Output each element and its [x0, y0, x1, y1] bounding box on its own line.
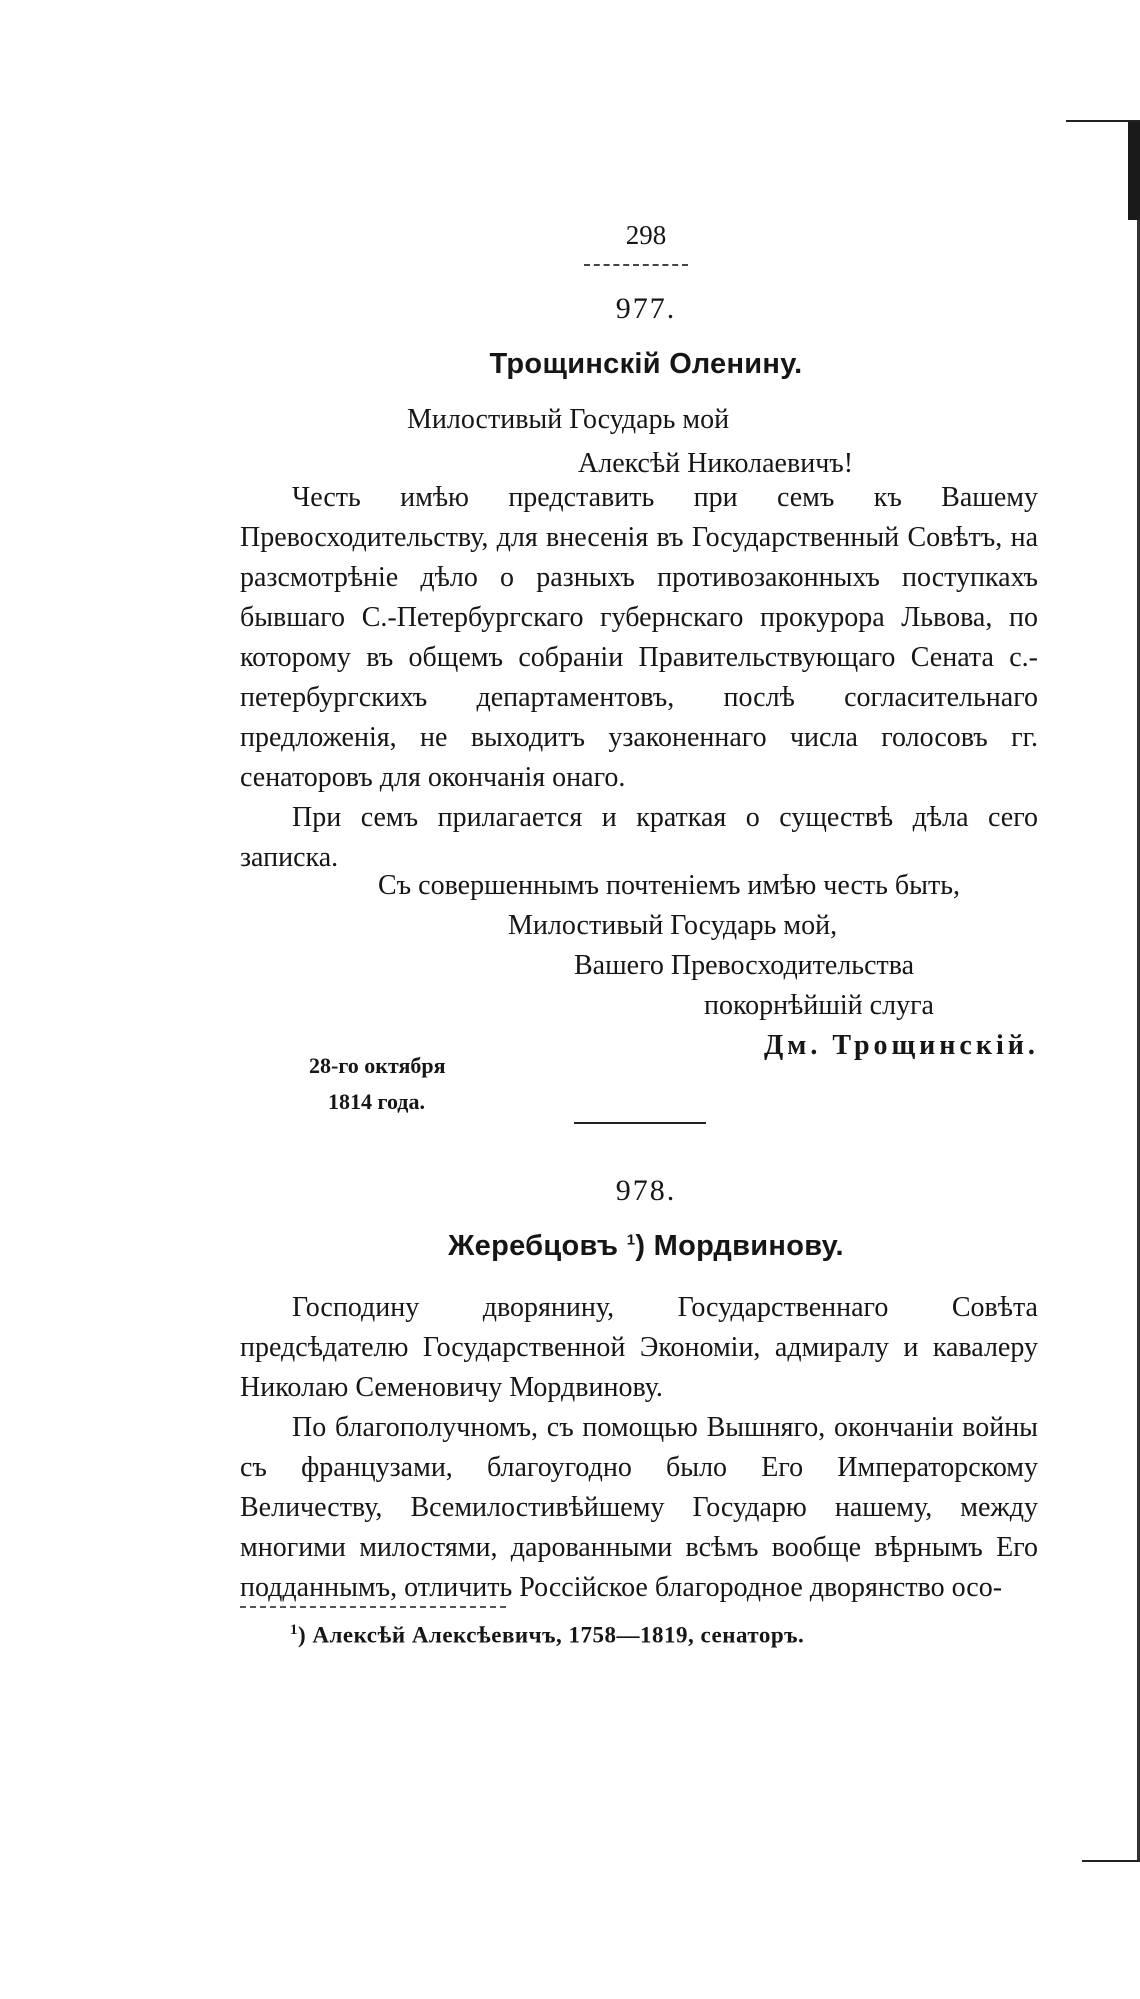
letter-977-number: 977. [615, 292, 677, 325]
letter-978-heading-author: Жеребцовъ [448, 1230, 619, 1262]
letter-978-number: 978. [615, 1174, 677, 1207]
page-number: 298 [625, 220, 667, 250]
letter-977-body [240, 478, 1038, 878]
footnote-ref: 1 [290, 1622, 298, 1638]
letter-977-heading: Трощинскій Оленину. [489, 348, 803, 380]
page-edge-tick-bottom [1082, 1860, 1140, 1862]
letter-977-closing-line4: покорнѣйшій слуга [704, 990, 934, 1021]
page-number-rule [584, 264, 688, 266]
letter-977-closing-line3: Вашего Превосходительства [574, 950, 915, 981]
letter-977-paragraph-1: Честь имѣю представить при семъ къ Вашему Превосходительству, для внесенія въ Государственный Совѣтъ, на разсмотрѣніе дѣло о разныхъ противозаконныхъ поступкахъ бывшаго С.-Петербургскаго губернскаго прокурора Львова, по которому въ общемъ собраніи Правительствующаго Сената с.-петербургскихъ департаментовъ, послѣ согласительнаго предложенія, не выходитъ узаконеннаго числа голосовъ гг. сенаторовъ для окончанія онаго. [240, 482, 1038, 793]
letter-977-date-line2: 1814 года. [328, 1089, 425, 1114]
letter-978-heading-recipient: ) Мордвинову. [635, 1230, 844, 1262]
letter-978-paragraph-2: По благополучномъ, съ помощью Вышняго, окончаніи войны съ французами, благоугодно было Его Императорскому Величеству, Всемилостивѣйшему Государю нашему, между многими милостями, дарованными всѣмъ вообще вѣрнымъ Его подданнымъ, отличить Россійское благородное дворянство осо- [240, 1412, 1038, 1603]
letter-977-closing-line1: Съ совершеннымъ почтеніемъ имѣю честь быть, [378, 870, 960, 901]
letter-978-paragraph-1: Господину дворянину, Государственнаго Совѣта предсѣдателю Государственной Экономіи, адмиралу и кавалеру Николаю Семеновичу Мордвинову. [240, 1292, 1038, 1403]
footnote-rule [240, 1606, 506, 1608]
section-separator [574, 1122, 706, 1124]
letter-977-date-line1: 28-го октября [309, 1053, 446, 1078]
page-edge-shadow [1128, 120, 1140, 220]
letter-977-salutation-line1: Милостивый Государь мой [407, 404, 730, 435]
letter-977-salutation-line2: Алексѣй Николаевичъ! [578, 448, 854, 479]
footnote [290, 1614, 804, 1652]
page-edge-tick-top [1066, 120, 1140, 122]
letter-978-body [240, 1288, 1038, 1608]
letter-977-signature: Дм. Трощинскій. [764, 1030, 1039, 1061]
letter-977-paragraph-2: При семъ прилагается и краткая о существѣ дѣла сего записка. [240, 802, 1038, 873]
letter-977-closing-line2: Милостивый Государь мой, [508, 910, 838, 941]
footnote-text: ) Алексѣй Алексѣевичъ, 1758—1819, сенаторъ. [298, 1622, 805, 1648]
letter-978-heading-footnote-ref: 1 [626, 1231, 636, 1249]
letter-978-heading [0, 1230, 1140, 1263]
